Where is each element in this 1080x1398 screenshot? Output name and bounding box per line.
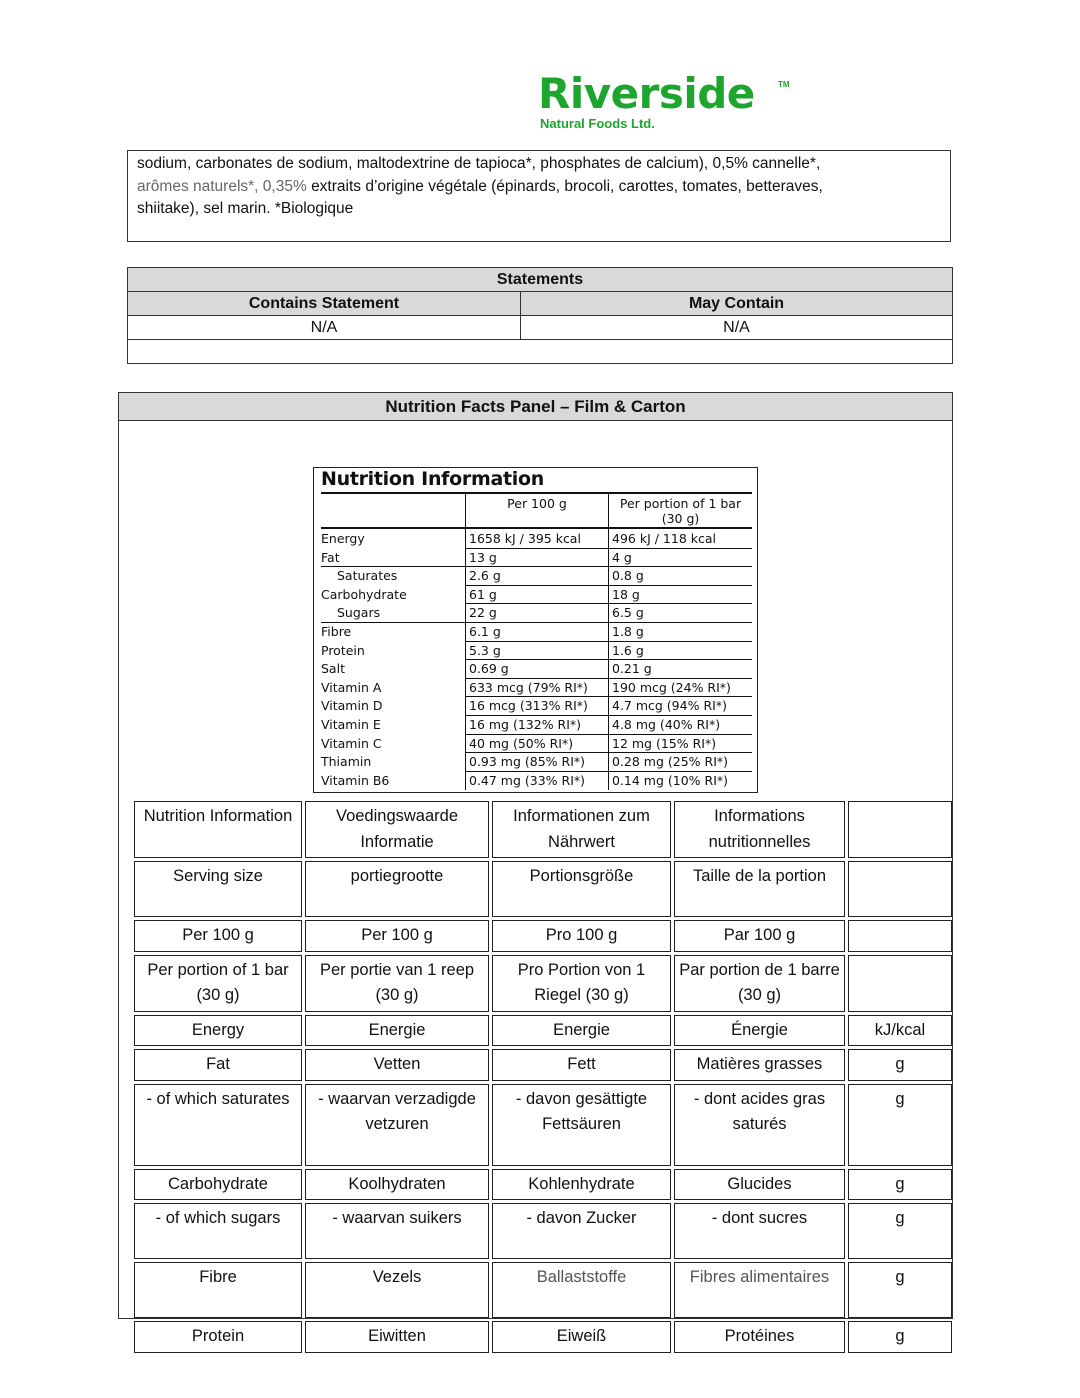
translation-cell-dutch: Per portie van 1 reep (30 g) — [305, 955, 489, 1012]
translation-cell-dutch: Vetten — [305, 1049, 489, 1081]
nutrient-per-100g: 0.69 g — [469, 661, 509, 677]
translation-cell-german: Eiweiß — [492, 1321, 671, 1353]
translation-row — [134, 955, 952, 1012]
translation-cell-french: Protéines — [674, 1321, 845, 1353]
nutrient-name: Salt — [321, 661, 345, 677]
ingredients-text: ômes naturels*, 0,35% — [150, 177, 312, 195]
translation-cell-unit: g — [848, 1321, 952, 1353]
nutrient-row — [321, 530, 752, 549]
translation-cell-dutch: Voedingswaarde Informatie — [305, 801, 489, 858]
nutrient-per-portion: 1.8 g — [612, 624, 644, 639]
nutrient-name: Sugars — [337, 605, 381, 621]
nutrient-per-100g: 16 mcg (313% RI*) — [469, 698, 588, 714]
nutrient-row — [321, 735, 752, 754]
nutrient-per-100g: 1658 kJ / 395 kcal — [469, 531, 581, 546]
statements-empty-row — [128, 340, 953, 364]
nutrient-per-portion: 0.28 mg (25% RI*) — [612, 754, 729, 770]
translation-cell-french: Glucides — [674, 1169, 845, 1201]
nutrient-row — [321, 623, 752, 642]
ingredients-line-3: shiitake), sel marin. *Biologique — [137, 200, 354, 217]
translation-row — [134, 801, 952, 858]
translation-cell-german: - davon gesättigte Fettsäuren — [492, 1084, 671, 1166]
translation-cell-unit: g — [848, 1049, 952, 1081]
translation-cell-english: Fat — [134, 1049, 302, 1081]
translation-cell-dutch: - waarvan verzadigde vetzuren — [305, 1084, 489, 1166]
nutrient-per-100g: 61 g — [469, 586, 497, 602]
translation-row — [134, 1015, 952, 1047]
nutrient-per-portion: 18 g — [612, 586, 640, 602]
translation-cell-unit — [848, 920, 952, 952]
nutrient-name: Vitamin E — [321, 717, 381, 732]
brand-logo — [538, 70, 798, 134]
translation-row — [134, 861, 952, 917]
nutrient-row — [321, 586, 752, 605]
per-portion-header — [609, 496, 752, 526]
translation-cell-dutch: Energie — [305, 1015, 489, 1047]
nutrient-per-portion: 1.6 g — [612, 642, 644, 658]
nutrient-per-portion: 6.5 g — [612, 605, 644, 621]
nutrient-per-100g: 13 g — [469, 549, 497, 565]
brand-subtitle: Natural Foods Ltd. — [540, 116, 655, 131]
nutrient-row — [321, 716, 752, 735]
translation-cell-german: Pro Portion von 1 Riegel (30 g) — [492, 955, 671, 1012]
translation-cell-german: Fett — [492, 1049, 671, 1081]
translation-cell-dutch: - waarvan suikers — [305, 1203, 489, 1259]
per-portion-header-line: Per portion of 1 bar — [619, 496, 742, 511]
translation-cell-unit: g — [848, 1084, 952, 1166]
nutrient-name: Carbohydrate — [321, 586, 407, 602]
nutrient-per-100g: 5.3 g — [469, 642, 501, 658]
nutrient-per-portion: 0.8 g — [612, 568, 644, 584]
nutrient-per-100g: 2.6 g — [469, 568, 501, 584]
translations-table — [131, 798, 955, 1356]
may-contain-header: May Contain — [521, 292, 953, 316]
translation-cell-dutch: Per 100 g — [305, 920, 489, 952]
translation-cell-english: Carbohydrate — [134, 1169, 302, 1201]
brand-name: Riverside — [538, 69, 755, 118]
nutrient-name: Protein — [321, 642, 365, 658]
translation-cell-german: Kohlenhydrate — [492, 1169, 671, 1201]
nutrient-per-portion: 496 kJ / 118 kcal — [612, 531, 716, 546]
nutrient-name: Vitamin D — [321, 698, 383, 714]
translation-cell-dutch: Vezels — [305, 1262, 489, 1318]
nutrient-row — [321, 679, 752, 698]
translation-cell-french: Matières grasses — [674, 1049, 845, 1081]
ingredients-text: ar — [137, 177, 151, 195]
translation-cell-unit — [848, 801, 952, 858]
nutrient-per-100g: 0.47 mg (33% RI*) — [469, 772, 586, 788]
nutrient-name: Fat — [321, 549, 340, 565]
nutrient-row — [321, 697, 752, 716]
nutrient-per-portion: 190 mcg (24% RI*) — [612, 679, 731, 695]
statements-title: Statements — [128, 268, 953, 292]
translation-cell-english: - of which sugars — [134, 1203, 302, 1259]
translation-cell-german: Energie — [492, 1015, 671, 1047]
translation-cell-german: Informationen zum Nährwert — [492, 801, 671, 858]
translation-cell-french: - dont acides gras saturés — [674, 1084, 845, 1166]
translation-cell-english: Nutrition Information — [134, 801, 302, 858]
nutrient-per-100g: 40 mg (50% RI*) — [469, 735, 574, 751]
translation-cell-unit: kJ/kcal — [848, 1015, 952, 1047]
nutrient-row — [321, 567, 752, 586]
ingredients-box — [127, 150, 951, 242]
translation-cell-unit: g — [848, 1262, 952, 1318]
nutrient-row — [321, 642, 752, 661]
translation-cell-german: Ballaststoffe — [492, 1262, 671, 1318]
nutrient-name: Thiamin — [321, 754, 372, 770]
translation-cell-dutch: Eiwitten — [305, 1321, 489, 1353]
contains-statement-value: N/A — [128, 316, 521, 340]
nutrient-row — [321, 772, 752, 791]
translation-row — [134, 1262, 952, 1318]
translation-cell-unit — [848, 955, 952, 1012]
translation-cell-unit — [848, 861, 952, 917]
nutrition-information-title: Nutrition Information — [321, 468, 544, 490]
nutrient-name: Energy — [321, 531, 365, 546]
statements-table — [127, 267, 953, 364]
nutrient-per-portion: 4 g — [612, 549, 632, 565]
translation-cell-english: Fibre — [134, 1262, 302, 1318]
nutrient-per-100g: 633 mcg (79% RI*) — [469, 679, 588, 695]
nutrient-row — [321, 753, 752, 772]
may-contain-value: N/A — [521, 316, 953, 340]
nutrient-per-100g: 16 mg (132% RI*) — [469, 717, 582, 732]
nutrient-per-portion: 4.7 mcg (94% RI*) — [612, 698, 727, 714]
translation-cell-english: - of which saturates — [134, 1084, 302, 1166]
nutrient-row — [321, 660, 752, 679]
nutrient-per-portion: 12 mg (15% RI*) — [612, 735, 717, 751]
translation-row — [134, 1203, 952, 1259]
translation-row — [134, 1049, 952, 1081]
translation-cell-dutch: portiegrootte — [305, 861, 489, 917]
title-rule — [321, 492, 752, 494]
ingredients-text: extraits d’origine végétale (épinards, brocoli, carottes, tomates, betteraves, — [311, 177, 823, 195]
translation-row — [134, 1169, 952, 1201]
nutrient-name: Saturates — [337, 568, 398, 584]
nutrient-per-portion: 4.8 mg (40% RI*) — [612, 717, 721, 732]
translation-cell-french: Informations nutritionnelles — [674, 801, 845, 858]
per-portion-header-line: (30 g) — [661, 511, 700, 526]
nutrient-per-portion: 0.14 mg (10% RI*) — [612, 772, 729, 788]
translation-cell-english: Protein — [134, 1321, 302, 1353]
translation-cell-unit: g — [848, 1169, 952, 1201]
nutrient-name: Vitamin B6 — [321, 772, 390, 788]
translation-cell-french: - dont sucres — [674, 1203, 845, 1259]
translation-cell-dutch: Koolhydraten — [305, 1169, 489, 1201]
translation-cell-german: Portionsgröße — [492, 861, 671, 917]
translation-row — [134, 1084, 952, 1166]
translation-cell-english: Serving size — [134, 861, 302, 917]
translation-cell-french: Par portion de 1 barre (30 g) — [674, 955, 845, 1012]
nutrient-per-100g: 0.93 mg (85% RI*) — [469, 754, 586, 770]
translation-cell-french: Fibres alimentaires — [674, 1262, 845, 1318]
translation-cell-unit: g — [848, 1203, 952, 1259]
translation-cell-german: - davon Zucker — [492, 1203, 671, 1259]
nutrient-per-100g: 6.1 g — [469, 624, 501, 639]
nutrient-name: Vitamin C — [321, 735, 382, 751]
translation-cell-french: Par 100 g — [674, 920, 845, 952]
per-100g-header: Per 100 g — [507, 496, 567, 511]
nutrient-row — [321, 604, 752, 623]
translation-cell-french: Énergie — [674, 1015, 845, 1047]
translation-cell-french: Taille de la portion — [674, 861, 845, 917]
translation-row — [134, 1321, 952, 1353]
trademark-mark: TM — [778, 80, 790, 89]
nutrient-name: Vitamin A — [321, 679, 382, 695]
nutrition-facts-panel-title: Nutrition Facts Panel – Film & Carton — [119, 393, 952, 421]
header-rule — [321, 527, 752, 529]
ingredients-line-1: sodium, carbonates de sodium, maltodextrine de tapioca*, phosphates de calcium), 0,5% cannelle*, — [137, 155, 821, 172]
nutrient-row — [321, 549, 752, 568]
translation-cell-english: Per portion of 1 bar (30 g) — [134, 955, 302, 1012]
nutrient-name: Fibre — [321, 624, 352, 639]
translation-cell-english: Per 100 g — [134, 920, 302, 952]
translation-cell-german: Pro 100 g — [492, 920, 671, 952]
nutrient-per-portion: 0.21 g — [612, 661, 652, 677]
translation-row — [134, 920, 952, 952]
nutrient-per-100g: 22 g — [469, 605, 497, 621]
translation-cell-english: Energy — [134, 1015, 302, 1047]
ingredients-line-2 — [137, 176, 941, 199]
contains-statement-header: Contains Statement — [128, 292, 521, 316]
nutrition-information-label — [313, 467, 758, 793]
